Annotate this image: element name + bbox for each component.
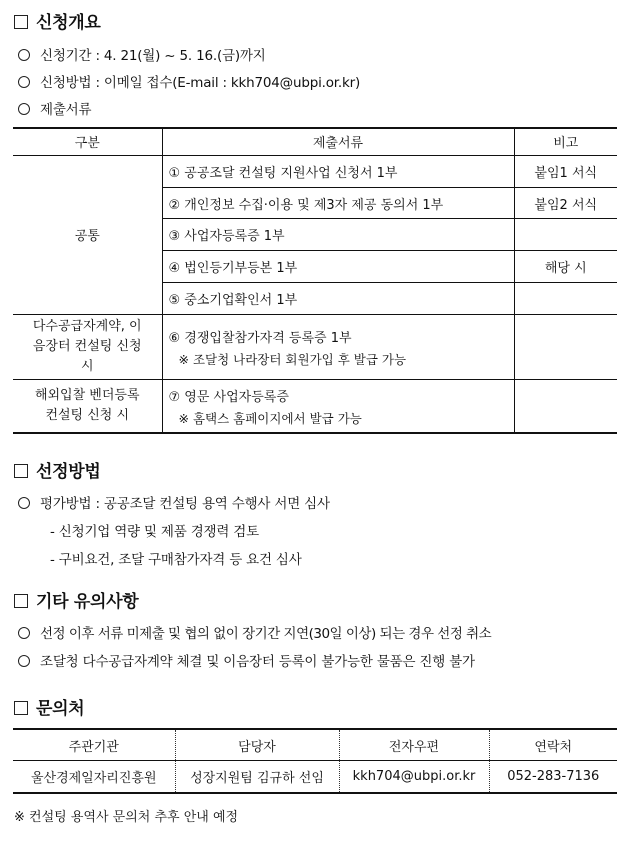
list-item: 신청방법 : 이메일 접수(E-mail : kkh704@ubpi.or.kr) [18,71,360,91]
section-heading-overview: 신청개요 [14,8,101,33]
section-heading-selection: 선정방법 [14,457,101,482]
category-cell: 공통 [13,155,162,315]
circle-bullet-icon [18,76,30,88]
column-header: 주관기관 [13,729,175,761]
doc-subnote: ※ 조달청 나라장터 회원가입 후 발급 가능 [178,351,407,367]
circle-bullet-icon [18,627,30,639]
note-cell [514,315,617,380]
doc-cell: ① 공공조달 컨설팅 지원사업 신청서 1부 [162,155,514,187]
org-cell: 울산경제일자리진흥원 [30,771,157,786]
column-header: 구분 [13,128,162,155]
column-header: 전자우편 [339,729,489,761]
column-header: 비고 [514,128,617,155]
doc-text: ⑦ 영문 사업자등록증 [168,389,289,405]
checkbox-square-icon [14,701,28,715]
doc-text: ⑥ 경쟁입찰참가자격 등록증 1부 [168,330,352,346]
category-cell: 해외입찰 벤더등록 컨설팅 신청 시 [13,380,162,433]
table-row [13,155,617,187]
list-item: 조달청 다수공급자계약 체결 및 이음장터 등록이 불가능한 물품은 진행 불가 [18,650,475,670]
note-cell: 붙임1 서식 [514,155,617,187]
list-item: 평가방법 : 공공조달 컨설팅 용역 수행사 서면 심사 [18,492,330,512]
list-item: 선정 이후 서류 미제출 및 협의 없이 장기간 지연(30일 이상) 되는 경우 선정 취소 [18,622,491,642]
section-heading-contact: 문의처 [14,694,84,719]
circle-bullet-icon [18,103,30,115]
circle-bullet-icon [18,655,30,667]
list-item: 제출서류 [18,98,91,118]
list-item: 신청기간 : 4. 21(월) ~ 5. 16.(금)까지 [18,44,266,64]
footnote: ※ 컨설팅 용역사 문의처 추후 안내 예정 [14,810,239,825]
table-row [13,315,617,380]
table-row [13,761,617,794]
sub-item: - 신청기업 역량 및 제품 경쟁력 검토 [50,524,259,540]
section-heading-notes: 기타 유의사항 [14,587,138,612]
note-cell [514,283,617,315]
column-header: 연락처 [489,729,617,761]
doc-cell [162,315,514,380]
checkbox-square-icon [14,594,28,608]
documents-table [13,127,617,434]
circle-bullet-icon [18,497,30,509]
doc-cell [162,380,514,433]
doc-cell: ③ 사업자등록증 1부 [162,219,514,251]
note-cell [514,380,617,433]
contact-person-cell: 성장지원팀 김규하 선임 [175,761,339,794]
category-cell: 다수공급자계약, 이음장터 컨설팅 신청 시 [13,315,162,380]
phone-cell: 052-283-7136 [489,761,617,794]
column-header: 담당자 [175,729,339,761]
email-cell: kkh704@ubpi.or.kr [339,761,489,794]
checkbox-square-icon [14,15,28,29]
checkbox-square-icon [14,464,28,478]
note-cell [514,219,617,251]
doc-cell: ② 개인정보 수집·이용 및 제3자 제공 동의서 1부 [162,187,514,219]
circle-bullet-icon [18,49,30,61]
doc-cell: ④ 법인등기부등본 1부 [162,251,514,283]
note-cell: 해당 시 [514,251,617,283]
table-row [13,380,617,433]
sub-item: - 구비요건, 조달 구매참가자격 등 요건 심사 [50,552,302,568]
note-cell: 붙임2 서식 [514,187,617,219]
column-header: 제출서류 [162,128,514,155]
doc-subnote: ※ 홈택스 홈페이지에서 발급 가능 [178,410,362,426]
contact-table [13,728,617,794]
doc-cell: ⑤ 중소기업확인서 1부 [162,283,514,315]
